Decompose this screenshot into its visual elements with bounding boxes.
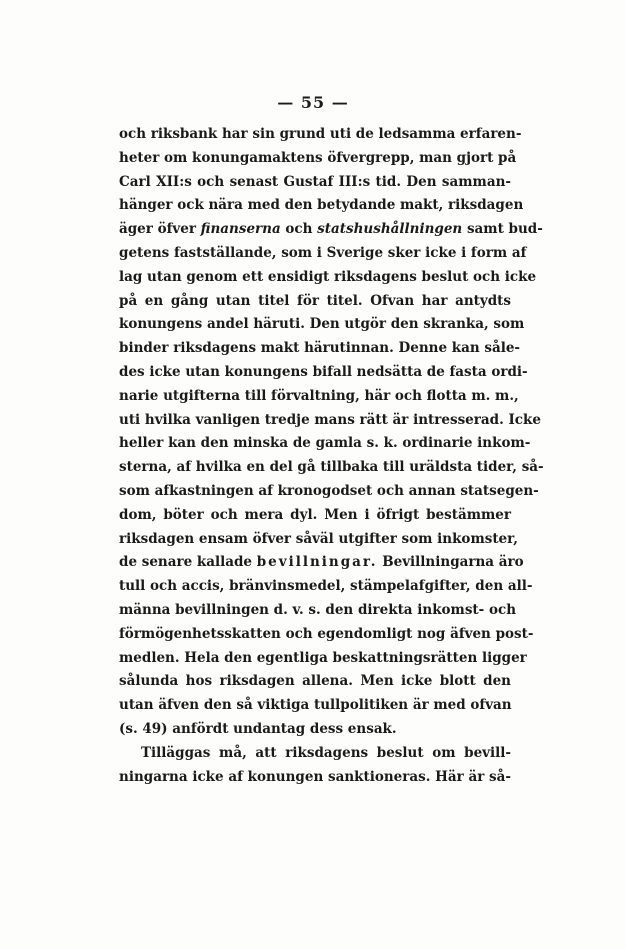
- text-line: Carl XII:s och senast Gustaf III:s tid. Den samman-: [119, 173, 511, 190]
- text-line: getens fastställande, som i Sverige sker icke i form af: [119, 244, 527, 261]
- text-line: [119, 551, 524, 575]
- text-segment: de senare kallade: [119, 554, 257, 571]
- text-line: uti hvilka vanligen tredje mans rätt är intresserad. Icke: [119, 411, 541, 428]
- text-line: lag utan genom ett ensidigt riksdagens beslut och icke: [119, 268, 537, 285]
- emphasis-statshushallningen: statshushållningen: [317, 221, 463, 238]
- emphasis-bevillningar: bevillningar.: [256, 554, 378, 571]
- body-text: [119, 123, 544, 789]
- text-line: Tilläggas må, att riksdagens beslut om bevill-: [141, 744, 511, 761]
- page-number: — 55 —: [277, 93, 349, 112]
- text-line: sterna, af hvilka en del gå tillbaka till uräldsta tider, så-: [119, 459, 544, 476]
- text-line: på en gång utan titel för titel. Ofvan har antydts: [119, 292, 511, 309]
- text-line: förmögenhetsskatten och egendomligt nog äfven post-: [119, 625, 534, 642]
- text-line: riksdagen ensam öfver såväl utgifter som inkomster,: [119, 530, 518, 547]
- text-line: ningarna icke af konungen sanktioneras. Här är så-: [119, 768, 511, 785]
- text-line: männa bevillningen d. v. s. den direkta inkomst- och: [119, 601, 517, 618]
- text-line: som afkastningen af kronogodset och annan statsegen-: [119, 482, 539, 499]
- text-line: dom, böter och mera dyl. Men i öfrigt bestämmer: [119, 506, 511, 523]
- text-line: heter om konungamaktens öfvergrepp, man gjort på: [119, 149, 517, 166]
- text-line: konungens andel häruti. Den utgör den skranka, som: [119, 316, 525, 333]
- text-line: [119, 218, 543, 242]
- text-segment: Bevillningarna äro: [377, 554, 524, 571]
- text-line: sålunda hos riksdagen allena. Men icke blott den: [119, 673, 511, 690]
- text-segment: äger öfver: [119, 221, 201, 238]
- text-line: binder riksdagens makt härutinnan. Denne kan såle-: [119, 340, 521, 357]
- text-line: hänger ock nära med den betydande makt, riksdagen: [119, 197, 524, 214]
- text-line: tull och accis, bränvinsmedel, stämpelafgifter, den all-: [119, 578, 533, 595]
- text-line: des icke utan konungens bifall nedsätta de fasta ordi-: [119, 363, 528, 380]
- text-segment: och: [280, 221, 318, 238]
- text-line: medlen. Hela den egentliga beskattningsrätten ligger: [119, 649, 527, 666]
- text-line: heller kan den minska de gamla s. k. ordinarie inkom-: [119, 435, 531, 452]
- text-line: och riksbank har sin grund uti de ledsamma erfaren-: [119, 126, 522, 142]
- text-line: narie utgifterna till förvaltning, här och flotta m. m.,: [119, 387, 519, 404]
- text-segment: samt bud-: [462, 221, 543, 238]
- emphasis-finanserna: finanserna: [200, 221, 281, 238]
- text-line: (s. 49) anfördt undantag dess ensak.: [119, 720, 397, 737]
- text-line: utan äfven den så viktiga tullpolitiken är med ofvan: [119, 697, 512, 714]
